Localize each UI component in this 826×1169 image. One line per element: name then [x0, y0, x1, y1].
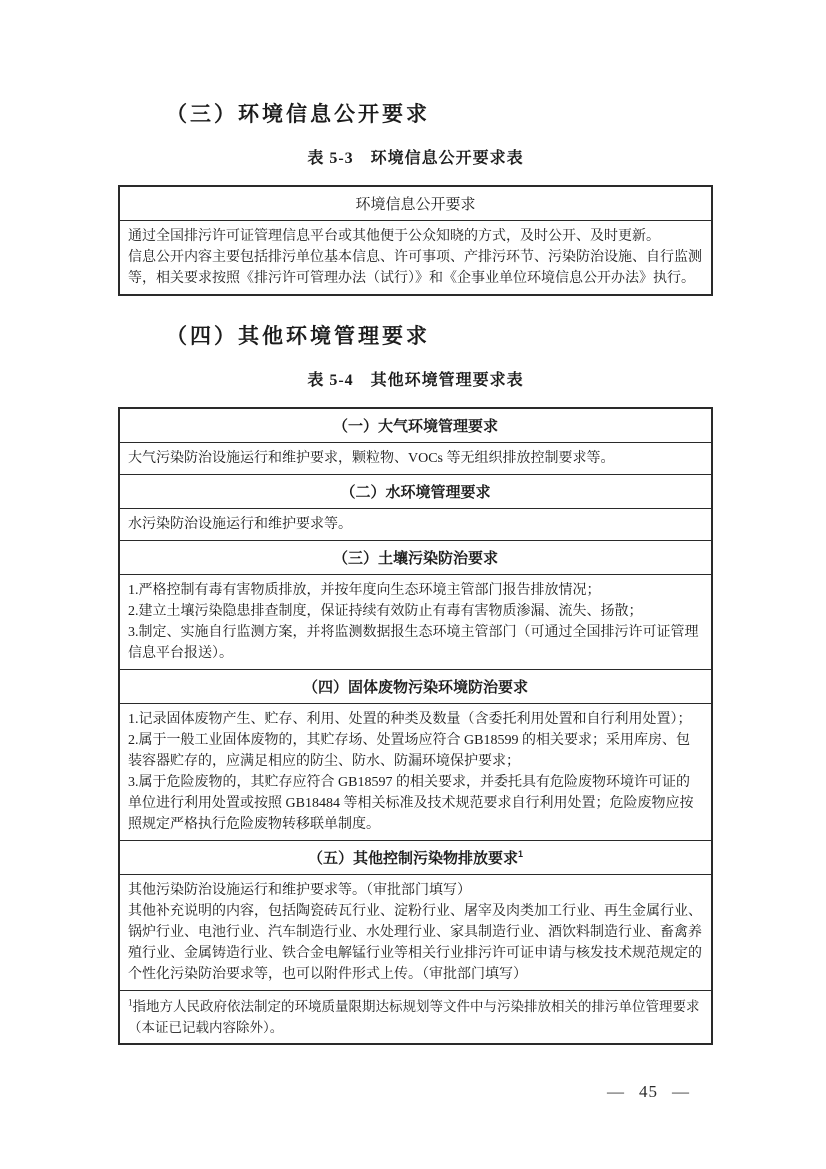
air-body-cell: [119, 443, 712, 475]
other-pollutants-requirement-item: 其他污染防治设施运行和维护要求等。（审批部门填写）: [128, 883, 471, 898]
air-section-header: （一）大气环境管理要求: [119, 408, 712, 443]
table-row: [119, 475, 712, 509]
table-row: [119, 875, 712, 991]
air-requirement-text: 大气污染防治设施运行和维护要求，颗粒物、VOCs 等无组织排放控制要求等。: [128, 451, 615, 466]
page-number-dash-left: —: [607, 1082, 625, 1101]
page-number-dash-right: —: [672, 1082, 690, 1101]
table-info-disclosure: [118, 185, 713, 296]
other-pollutants-header-text: （五）其他控制污染物排放要求: [307, 850, 518, 867]
other-pollutants-body-cell: [119, 875, 712, 991]
table-row: [119, 408, 712, 443]
soil-body-cell: [119, 575, 712, 670]
table-caption-5-3: 表 5-3 环境信息公开要求表: [307, 150, 524, 167]
water-section-header: （二）水环境管理要求: [119, 475, 712, 509]
section-heading-info-disclosure: （三）环境信息公开要求: [166, 102, 430, 126]
footnote-paragraph: [128, 996, 703, 1038]
footnote-reference-superscript: 1: [518, 849, 524, 859]
info-disclosure-paragraph: 信息公开内容主要包括排污单位基本信息、许可事项、产排污环节、污染防治设施、自行监测等，相关要求按照《排污许可管理办法（试行）》和《企事业单位环境信息公开办法》执行。: [128, 250, 702, 286]
other-pollutants-section-header: [119, 841, 712, 875]
table-row: [119, 221, 712, 296]
page-number-value: 45: [639, 1082, 658, 1101]
table-row: [119, 704, 712, 841]
footnote-marker-superscript: 1: [128, 997, 133, 1008]
soil-section-header: （三）土壤污染防治要求: [119, 541, 712, 575]
table-row: [119, 575, 712, 670]
footnote-text: 指地方人民政府依法制定的环境质量限期达标规划等文件中与污染排放相关的排污单位管理要求（本证已记载内容除外）。: [128, 999, 700, 1035]
table-row: [119, 509, 712, 541]
table-row: [119, 670, 712, 704]
water-requirement-text: 水污染防治设施运行和维护要求等。: [128, 517, 352, 532]
info-disclosure-paragraph: 通过全国排污许可证管理信息平台或其他便于公众知晓的方式，及时公开、及时更新。: [128, 229, 660, 244]
table-row: [119, 541, 712, 575]
other-pollutants-requirement-item: 其他补充说明的内容，包括陶瓷砖瓦行业、淀粉行业、屠宰及肉类加工行业、再生金属行业、锅炉行业、电池行业、汽车制造行业、水处理行业、家具制造行业、酒饮料制造行业、畜禽养殖行业、金属铸造行业、铁合金电解锰行业等相关行业排污许可证申请与核发技术规范规定的个性化污染防治要求等，也可以附件形式上传。（审批部门填写）: [128, 904, 702, 982]
soil-requirement-item: 1.严格控制有毒有害物质排放，并按年度向生态环境主管部门报告排放情况；: [128, 583, 601, 598]
page-number: [593, 1082, 704, 1102]
table-other-mgmt: [118, 407, 713, 1045]
footnote-cell: [119, 991, 712, 1045]
solid-waste-section-header: （四）固体废物污染环境防治要求: [119, 670, 712, 704]
info-disclosure-table-header: 环境信息公开要求: [119, 186, 712, 221]
section-heading-other-mgmt: （四）其他环境管理要求: [166, 324, 430, 348]
document-content: [118, 0, 713, 1045]
table-row: [119, 841, 712, 875]
table-row: [119, 186, 712, 221]
solid-waste-body-cell: [119, 704, 712, 841]
solid-waste-requirement-item: 1.记录固体废物产生、贮存、利用、处置的种类及数量（含委托利用处置和自行利用处置）；: [128, 712, 692, 727]
soil-requirement-item: 3.制定、实施自行监测方案，并将监测数据报生态环境主管部门（可通过全国排污许可证管理信息平台报送）。: [128, 625, 699, 661]
solid-waste-requirement-item: 3.属于危险废物的，其贮存应符合 GB18597 的相关要求，并委托具有危险废物环境许可证的单位进行利用处置或按照 GB18484 等相关标准及技术规范要求自行利用处置；危险废物应按照规定严格执行危险废物转移联单制度。: [128, 775, 694, 832]
table-row: [119, 443, 712, 475]
solid-waste-requirement-item: 2.属于一般工业固体废物的，其贮存场、处置场应符合 GB18599 的相关要求；采用库房、包装容器贮存的，应满足相应的防尘、防水、防漏环境保护要求；: [128, 733, 690, 769]
table-row: [119, 991, 712, 1045]
water-body-cell: [119, 509, 712, 541]
info-disclosure-body-cell: [119, 221, 712, 296]
table-caption-5-4: 表 5-4 其他环境管理要求表: [307, 372, 524, 389]
soil-requirement-item: 2.建立土壤污染隐患排查制度，保证持续有效防止有毒有害物质渗漏、流失、扬散；: [128, 604, 643, 619]
